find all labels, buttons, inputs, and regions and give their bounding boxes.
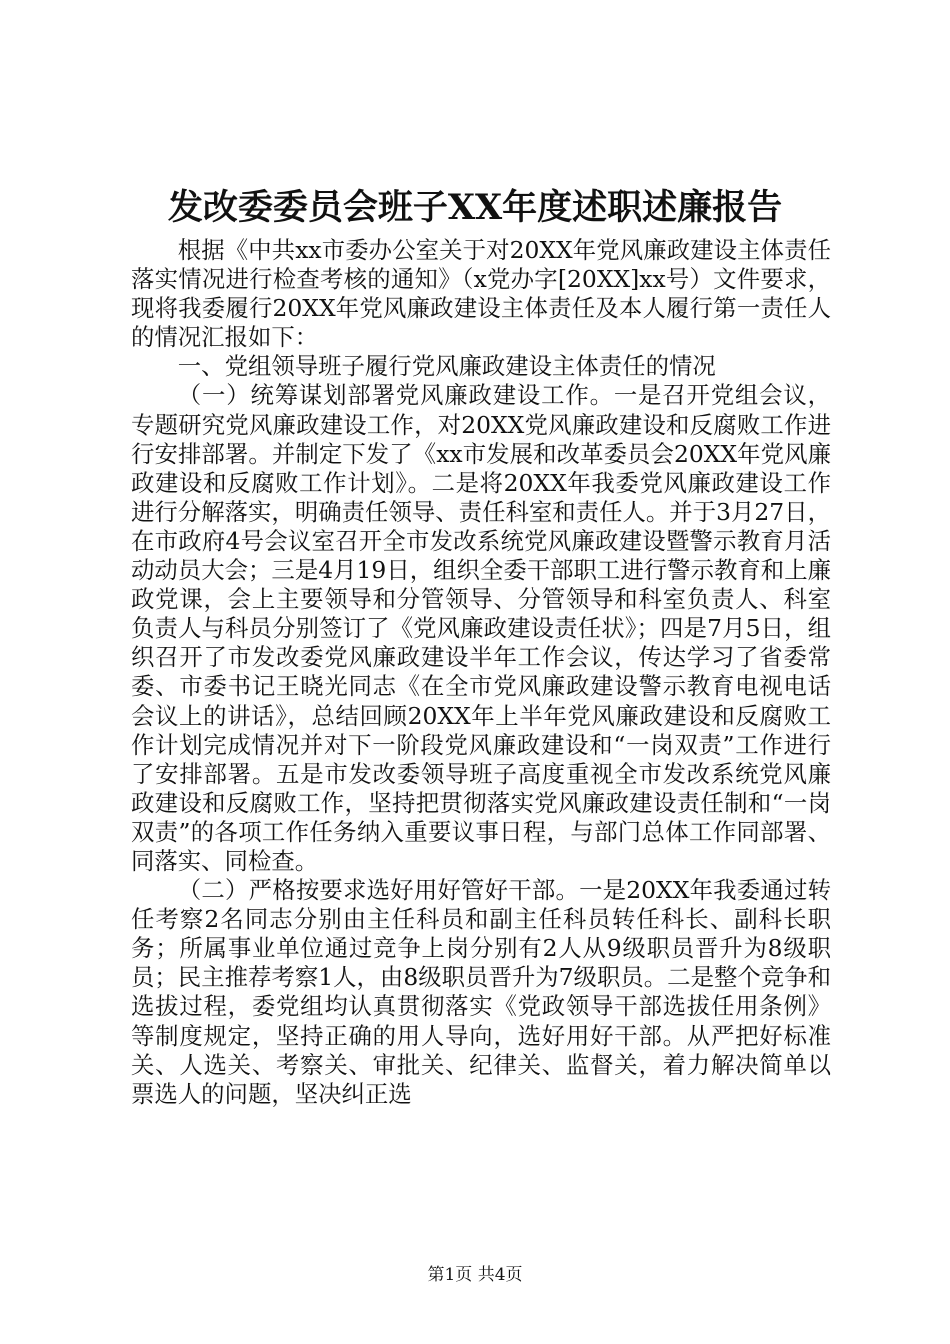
page-number: 第1页 共4页 xyxy=(427,1265,523,1285)
paragraph-subsection-2: （二）严格按要求选好用好管好干部。一是20XX年我委通过转任考察2名同志分别由主任科员和副主任科员转任科长、副科长职务；所属事业单位通过竞争上岗分别有2人从9级职员晋升为8级职员；民主推荐考察1人，由8级职员晋升为7级职员。二是整个竞争和选拔过程，委党组均认真贯彻落实《党政领导干部选拔任用条例》等制度规定，坚持正确的用人导向，选好用好干部。从严把好标准关、人选关、考察关、审批关、纪律关、监督关，着力解决简单以票选人的问题，坚决纠正选 xyxy=(131,876,831,1108)
document-body xyxy=(131,236,831,1109)
section-heading-1: 一、党组领导班子履行党风廉政建设主体责任的情况 xyxy=(177,352,716,381)
paragraph-intro: 根据《中共xx市委办公室关于对20XX年党风廉政建设主体责任落实情况进行检查考核的通知》（x党办字[20XX]xx号）文件要求，现将我委履行20XX年党风廉政建设主体责任及本人履行第一责任人的情况汇报如下： xyxy=(131,236,831,352)
document-title: 发改委委员会班子XX年度述职述廉报告 xyxy=(167,187,783,228)
paragraph-subsection-1: （一）统筹谋划部署党风廉政建设工作。一是召开党组会议，专题研究党风廉政建设工作，对20XX党风廉政建设和反腐败工作进行安排部署。并制定下发了《xx市发展和改革委员会20XX年党风廉政建设和反腐败工作计划》。二是将20XX年我委党风廉政建设工作进行分解落实，明确责任领导、责任科室和责任人。并于3月27日，在市政府4号会议室召开全市发改系统党风廉政建设暨警示教育月活动动员大会；三是4月19日，组织全委干部职工进行警示教育和上廉政党课，会上主要领导和分管领导、分管领导和科室负责人、科室负责人与科员分别签订了《党风廉政建设责任状》；四是7月5日，组织召开了市发改委党风廉政建设半年工作会议，传达学习了省委常委、市委书记王晓光同志《在全市党风廉政建设警示教育电视电话会议上的讲话》，总结回顾20XX年上半年党风廉政建设和反腐败工作计划完成情况并对下一阶段党风廉政建设和“一岗双责”工作进行了安排部署。五是市发改委领导班子高度重视全市发改系统党风廉政建设和反腐败工作，坚持把贯彻落实党风廉政建设责任制和“一岗双责”的各项工作任务纳入重要议事日程，与部门总体工作同部署、同落实、同检查。 xyxy=(131,381,831,875)
